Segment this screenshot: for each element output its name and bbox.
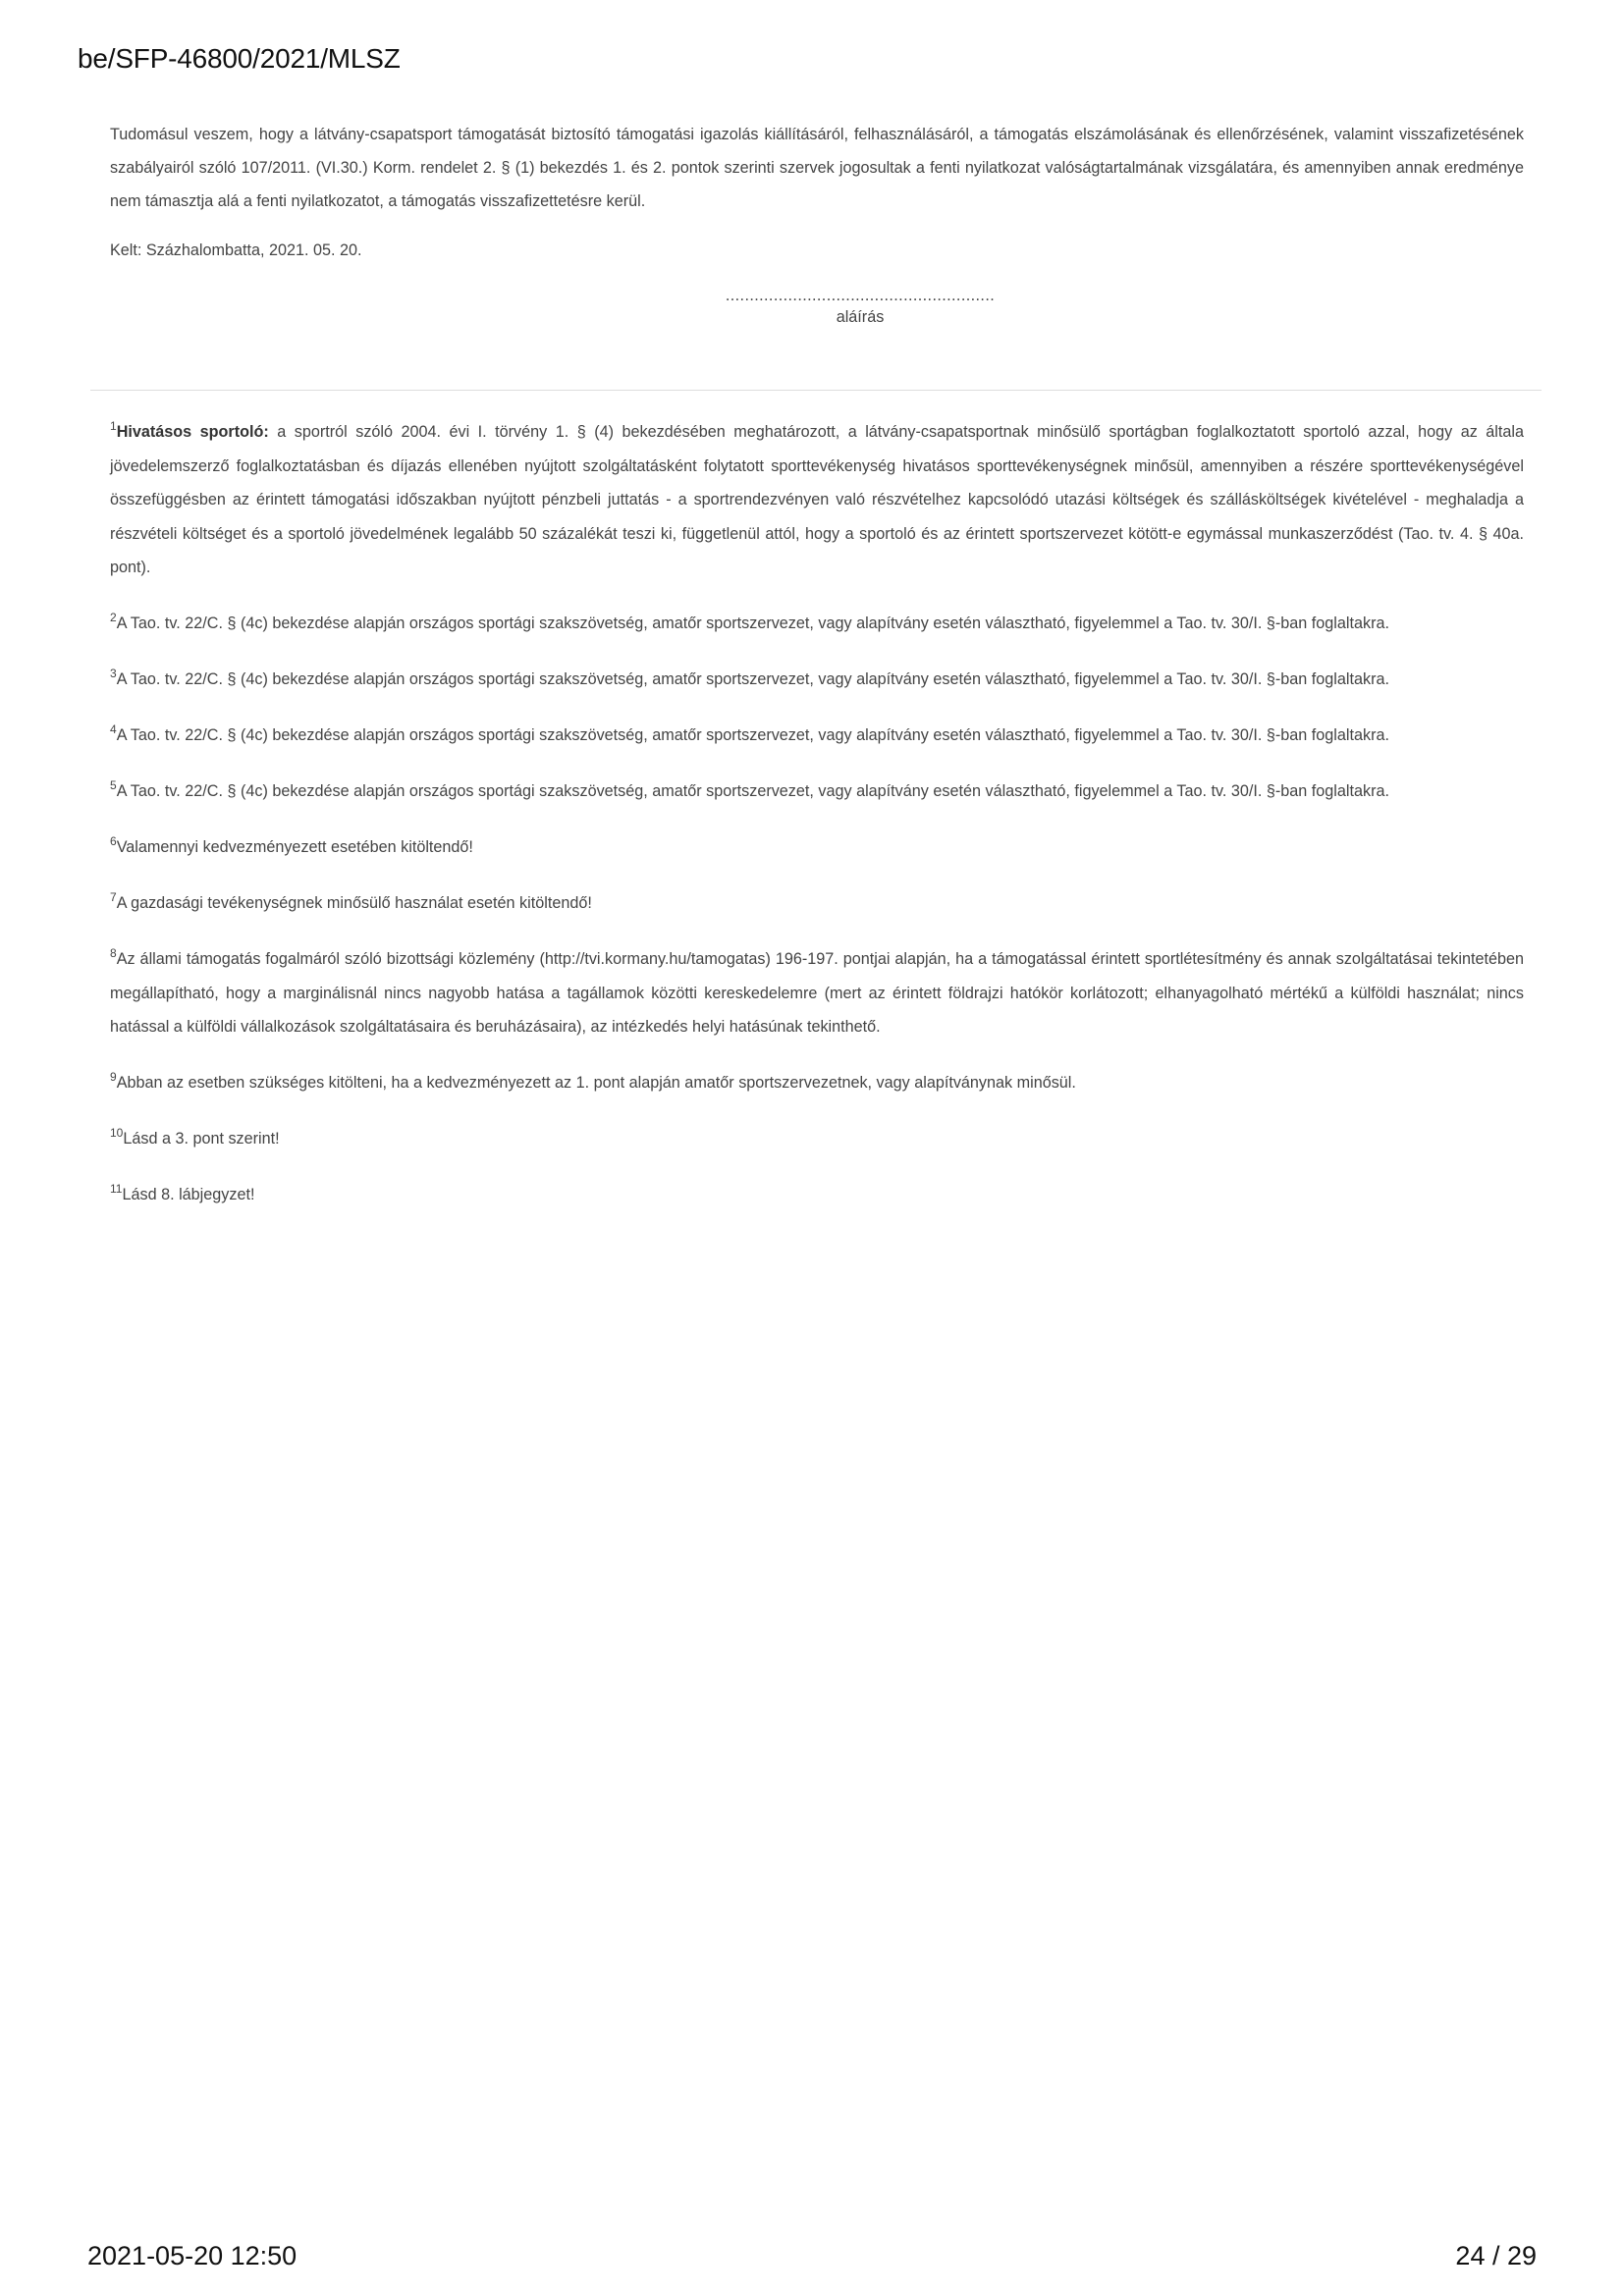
footnote-text: Abban az esetben szükséges kitölteni, ha a kedvezményezett az 1. pont alapján amatőr sportszervezetnek, vagy alapítványnak minősül. xyxy=(116,1074,1076,1092)
footnote-number: 8 xyxy=(110,945,117,960)
footer-page-number: 24 / 29 xyxy=(1455,2241,1537,2270)
footer-timestamp: 2021-05-20 12:50 xyxy=(87,2241,298,2270)
section-divider xyxy=(90,390,1542,391)
footnote xyxy=(110,830,1524,865)
footnote xyxy=(110,1178,1524,1212)
footnote xyxy=(110,607,1524,641)
footnote-number: 7 xyxy=(110,889,117,904)
place-date: Kelt: Százhalombatta, 2021. 05. 20. xyxy=(110,241,362,259)
footnotes-section xyxy=(110,415,1524,1234)
footnote-text: Az állami támogatás fogalmáról szóló bizottsági közlemény (http://tvi.kormany.hu/tamogatas) 196-197. pontjai alapján, ha a támogatással érintett sportlétesítmény és annak szolgáltatásai tekintetében megállapítható, hogy a marginálisnál nincs nagyobb hatása a tagállamok közötti kereskedelemre (mert az érintett földrajzi hatókör korlátozott; elhanyagolható mértékű a külföldi használat; nincs hatással a külföldi vállalkozások szolgáltatásaira és beruházásaira), az intézkedés helyi hatásúnak tekinthető. xyxy=(110,950,1524,1036)
document-id: be/SFP-46800/2021/MLSZ xyxy=(78,43,401,74)
footnote xyxy=(110,886,1524,921)
signature-line: ........................................................ xyxy=(725,287,996,304)
footnote-term: Hivatásos sportoló: xyxy=(116,423,269,441)
declaration-text: Tudomásul veszem, hogy a látvány-csapatsport támogatását biztosító támogatási igazolás kiállításáról, felhasználásáról, a támogatás elszámolásának és ellenőrzésének, valamint visszafizetésének szabályairól szóló 107/2011. (VI.30.) Korm. rendelet 2. § (1) bekezdés 1. és 2. pontok szerinti szervek jogosultak a fenti nyilatkozat valóságtartalmának vizsgálatára, és amennyiben annak eredménye nem támasztja alá a fenti nyilatkozatot, a támogatás visszafizettetésre kerül. xyxy=(110,126,1524,210)
footnote xyxy=(110,774,1524,809)
footnote-text: Valamennyi kedvezményezett esetében kitöltendő! xyxy=(116,838,473,856)
footnote xyxy=(110,415,1524,585)
footnote-number: 10 xyxy=(110,1125,124,1140)
footnote xyxy=(110,719,1524,753)
footnote xyxy=(110,1122,1524,1156)
footnote xyxy=(110,942,1524,1044)
declaration-section xyxy=(110,118,1524,328)
footnote-number: 11 xyxy=(110,1181,123,1196)
footnote-number: 9 xyxy=(110,1069,117,1084)
footnote xyxy=(110,663,1524,697)
footnote-number: 1 xyxy=(110,418,117,433)
signature-block xyxy=(110,285,1524,328)
footnote-text: A gazdasági tevékenységnek minősülő használat esetén kitöltendő! xyxy=(116,894,592,912)
footnote-text: A Tao. tv. 22/C. § (4c) bekezdése alapján országos sportági szakszövetség, amatőr sportszervezet, vagy alapítvány esetén választható, figyelemmel a Tao. tv. 30/I. §-ban foglaltakra. xyxy=(116,670,1389,688)
footnote-number: 5 xyxy=(110,777,117,792)
footnote-text: a sportról szóló 2004. évi I. törvény 1. § (4) bekezdésében meghatározott, a látvány-csapatsportnak minősülő sportágban foglalkoztatott sportoló azzal, hogy az általa jövedelemszerző foglalkoztatásban és díjazás ellenében nyújtott szolgáltatásként folytatott sporttevékenység hivatásos sporttevékenységnek minősül, amennyiben a részére sporttevékenységével összefüggésben az érintett támogatási időszakban nyújtott pénzbeli juttatás - a sportrendezvényen való részvételhez kapcsolódó utazási költségek és szállásköltségek kivételével - meghaladja a részvételi költséget és a sportoló jövedelmének legalább 50 százalékát teszi ki, függetlenül attól, hogy a sportoló és az érintett sportszervezet kötött-e egymással munkaszerződést (Tao. tv. 4. § 40a. pont). xyxy=(110,423,1524,576)
footnote-text: A Tao. tv. 22/C. § (4c) bekezdése alapján országos sportági szakszövetség, amatőr sportszervezet, vagy alapítvány esetén választható, figyelemmel a Tao. tv. 30/I. §-ban foglaltakra. xyxy=(116,726,1389,744)
signature-label: aláírás xyxy=(836,308,885,326)
footnote-text: Lásd a 3. pont szerint! xyxy=(123,1130,280,1148)
footnote-text: A Tao. tv. 22/C. § (4c) bekezdése alapján országos sportági szakszövetség, amatőr sportszervezet, vagy alapítvány esetén választható, figyelemmel a Tao. tv. 30/I. §-ban foglaltakra. xyxy=(116,782,1389,800)
footnote-number: 2 xyxy=(110,610,117,624)
footnote-number: 4 xyxy=(110,721,117,736)
footnote xyxy=(110,1066,1524,1100)
footnote-text: Lásd 8. lábjegyzet! xyxy=(122,1186,255,1203)
footnote-number: 6 xyxy=(110,833,117,848)
footnote-number: 3 xyxy=(110,666,117,680)
footnote-text: A Tao. tv. 22/C. § (4c) bekezdése alapján országos sportági szakszövetség, amatőr sportszervezet, vagy alapítvány esetén választható, figyelemmel a Tao. tv. 30/I. §-ban foglaltakra. xyxy=(116,614,1389,632)
